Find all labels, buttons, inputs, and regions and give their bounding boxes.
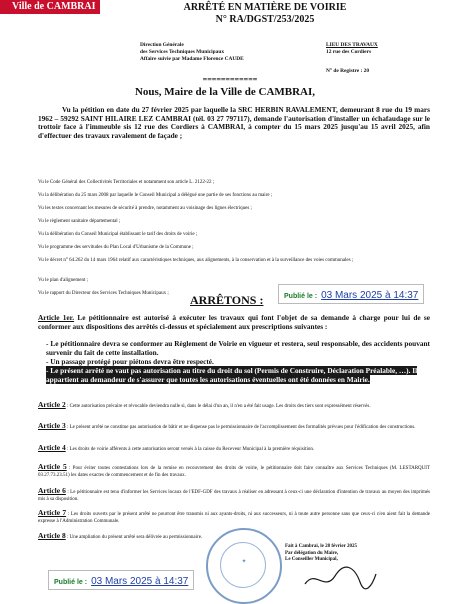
arretons-heading: ARRÊTONS :: [190, 293, 264, 307]
article-7: [38, 510, 430, 525]
lieu-label: LIEU DES TRAVAUX: [326, 42, 378, 48]
article-8-text: : Une ampliation du présent arrêté sera délivrée au permissionnaire.: [66, 535, 203, 540]
article-8-label: Article 8: [38, 531, 66, 540]
article-7-text: : Les droits ouverts par le présent arrêté ne pourront être transmis ni aux ayants-droits, ni aux successeurs, ni à toute autre personne sans que ceux-ci n'en aient fait la demande expresse à l'Administration Communale.: [38, 512, 430, 524]
lieu-value: 12 rue des Cordiers: [326, 49, 372, 55]
direction-label: Direction Générale: [140, 42, 184, 48]
seal-emblem-icon: ✦: [241, 559, 247, 565]
article-1: [38, 314, 430, 331]
vu-item: Vu la délibération du 25 mars 2008 par laquelle le Conseil Municipal a délégué une partie de ses fonctions au maire ;: [38, 193, 273, 198]
direction-services: des Services Techniques Municipaux: [140, 49, 225, 55]
stamp-label: Publié le :: [284, 293, 318, 300]
article-5: [38, 464, 430, 479]
article-5-text: : Pour éviter toutes contestations lors de la remise en recouvrement des droits de voirie, le pétitionnaire doit faire connaître aux Services Techniques (M. LESTARQUIT 03.27.73.23.51) les dates exactes de commencement et de fin des travaux.: [38, 466, 430, 478]
signature-delegation: Par délégation du Maire,: [285, 550, 339, 556]
intro-paragraph: Vu la pétition en date du 27 février 2025 par laquelle la SRC HERBIN RAVALEMENT, demeurant 8 rue du 19 mars 1962 – 59292 SAINT HILAIRE LEZ CAMBRAI (tél. 03 27 797117), demande l'autorisation d'installer un échafaudage sur le trottoir face à l'immeuble sis 12 rue des Cordiers à CAMBRAI, à compter du 15 mars 2025 jusqu'au 15 avril 2025, afin d'effectuer des travaux ravalement de façade ;: [38, 105, 430, 140]
seal-inner-ring: [220, 542, 266, 588]
document-title: ARRÊTÉ EN MATIÈRE DE VOIRIE: [183, 2, 347, 13]
signature-block: [285, 544, 445, 564]
article-3-label: Article 3: [38, 421, 66, 430]
article-1-bullet-2: - Un passage protégé pour piétons devra être respecté.: [46, 357, 214, 366]
separator: ============: [202, 75, 258, 84]
article-4-label: Article 4: [38, 443, 66, 452]
article-4: [38, 445, 430, 454]
article-1-text: Le pétitionnaire est autorisé à exécuter les travaux qui font l'objet de sa demande à charge pour lui de se conformer aux dispositions des arrêtés ci-dessus et spécialement aux prescriptions suivantes :: [38, 313, 430, 331]
maire-heading: Nous, Maire de la Ville de CAMBRAI,: [134, 86, 316, 98]
city-logo: Ville de CAMBRAI: [0, 0, 100, 14]
publication-stamp: [278, 284, 424, 304]
article-6-text: : Le pétitionnaire est tenu d'informer les Services locaux de l'EDF-GDF des travaux à réaliser en adressant à ceux-ci une déclaration d'intention de travaux au moyen des imprimés mis à sa disposition.: [38, 490, 430, 502]
stamp-label: Publié le :: [54, 579, 88, 586]
publication-stamp-bottom: [48, 570, 194, 590]
article-6: [38, 488, 430, 503]
vu-item: Vu le règlement sanitaire départemental ;: [38, 219, 121, 224]
article-5-label: Article 5: [38, 462, 67, 471]
document-number: N° RA/DGST/253/2025: [215, 14, 315, 25]
article-6-label: Article 6: [38, 486, 66, 495]
vu-item: Vu le programme des servitudes du Plan Local d'Urbanisme de la Commune ;: [38, 245, 194, 250]
highlighted-text: - Le présent arrêté ne vaut pas autorisation au titre du droit du sol (Permis de Construire, Déclaration Préalable, …). Il appartient au demandeur de s'assurer que toutes les autorisations éventuelles ont été données en Mairie.: [46, 366, 418, 384]
article-1-bullet-3: [46, 367, 430, 384]
direction-contact: Affaire suivie par Madame Florence CAUDE: [140, 56, 244, 62]
vu-item: Vu le rapport du Directeur des Services Techniques Municipaux ;: [38, 291, 169, 296]
article-2-text: : Cette autorisation précaire et révocable deviendra nulle si, dans le délai d'un an, il n'en a été fait usage. Les droits des tiers sont expressément réservés.: [66, 404, 371, 409]
article-2-label: Article 2: [38, 400, 66, 409]
article-1-label: Article 1er.: [38, 313, 75, 322]
article-1-bullet-1: - Le pétitionnaire devra se conformer au Règlement de Voirie en vigueur et restera, seul responsable, des accidents pouvant survenir du fait de cette installation.: [46, 339, 430, 357]
vu-item: Vu le Code Général des Collectivités Territoriales et notamment son article L. 2122-22 ;: [38, 180, 215, 185]
article-7-label: Article 7: [38, 508, 67, 517]
stamp-date: 03 Mars 2025 à 14:37: [91, 576, 189, 587]
official-seal: [206, 528, 282, 604]
article-2: [38, 402, 430, 411]
article-3: [38, 423, 430, 432]
signature-role: Le Conseiller Municipal,: [285, 557, 338, 562]
vu-item: Vu la délibération du Conseil Municipal établissant le tarif des droits de voirie ;: [38, 232, 198, 237]
vu-item: Vu le décret n° 64.262 du 14 mars 1964 relatif aux caractéristiques techniques, aux alignements, à la conservation et à la surveillance des voies communales ;: [38, 258, 354, 263]
signature-place-date: Fait à Cambrai, le 28 février 2025: [285, 544, 357, 549]
vu-item: Vu les textes concernant les mesures de sécurité à prendre, notamment au voisinage des lignes électriques ;: [38, 206, 252, 211]
handwritten-signature: [300, 564, 380, 594]
article-3-text: : Le présent arrêté ne constitue pas autorisation de bâtir et ne dispense pas le permissionnaire de l'accomplissement des formalités prévues pour l'édification des constructions.: [66, 425, 416, 430]
registre-number: N° de Registre : 20: [326, 68, 370, 74]
vu-item: Vu le plan d'alignement ;: [38, 278, 89, 283]
stamp-date: 03 Mars 2025 à 14:37: [321, 290, 419, 301]
article-4-text: : Les droits de voirie afférents à cette autorisation seront versés à la caisse du Receveur Municipal à la première réquisition.: [66, 447, 315, 452]
